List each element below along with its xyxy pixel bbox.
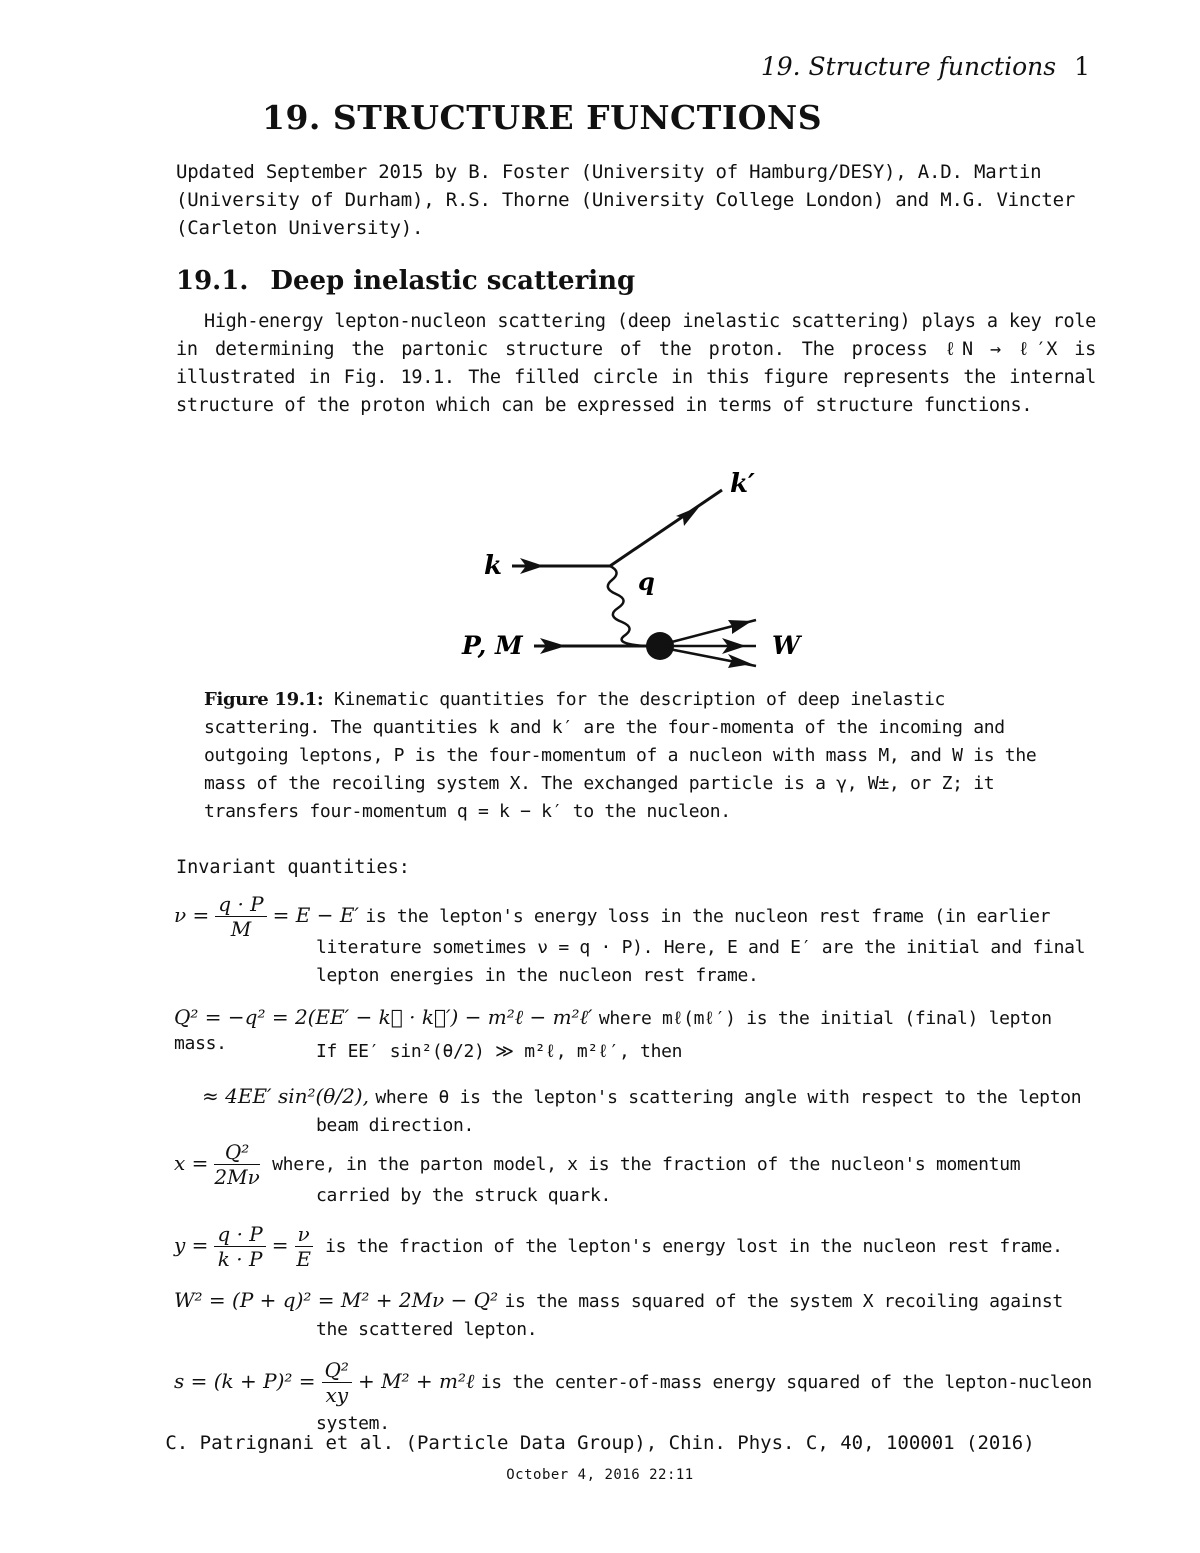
x-description-cont: carried by the struck quark.: [316, 1185, 612, 1206]
footer-date: October 4, 2016 22:11: [506, 1467, 694, 1483]
w2-description: is the mass squared of the system X recoiling against: [504, 1291, 1063, 1312]
w2-description-cont: the scattered lepton.: [316, 1319, 538, 1340]
y-lhs: y =: [174, 1233, 209, 1257]
nu-description-cont: literature sometimes ν = q · P). Here, E and E′ are the initial and final lepton energies in the nucleon rest frame.: [316, 937, 1086, 986]
w2-expression: W² = (P + q)² = M² + 2Mν − Q²: [174, 1288, 499, 1312]
caption-label: Figure 19.1:: [204, 689, 324, 710]
y-numerator-2: ν: [295, 1222, 313, 1247]
figure-caption: [204, 686, 1064, 826]
page-title: 19. STRUCTURE FUNCTIONS: [262, 98, 823, 137]
outgoing-lepton-arrow: [676, 506, 700, 526]
s-fraction: [322, 1358, 352, 1407]
running-title: 19. Structure functions: [760, 52, 1057, 81]
x-lhs: x =: [174, 1151, 209, 1175]
x-numerator: Q²: [214, 1140, 259, 1165]
footer-citation: C. Patrignani et al. (Particle Data Group), Chin. Phys. C, 40, 100001 (2016): [165, 1432, 1035, 1454]
equation-w2: [174, 1288, 1104, 1312]
y-equals: =: [271, 1233, 289, 1257]
equation-approx: [202, 1084, 1102, 1108]
nu-lhs: ν =: [174, 903, 210, 927]
approx-description: where θ is the lepton's scattering angle with respect to the lepton: [375, 1087, 1082, 1108]
y-denominator-2: E: [296, 1247, 311, 1271]
author-byline: Updated September 2015 by B. Foster (University of Hamburg/DESY), A.D. Martin (University of Durham), R.S. Thorne (University College London) and M.G. Vincter (Carleton University).: [176, 161, 1076, 239]
y-denominator-1: k · P: [217, 1247, 263, 1271]
s-lhs: s = (k + P)² =: [174, 1369, 316, 1393]
s-description-cont: system.: [316, 1413, 390, 1434]
equation-s: [174, 1358, 1104, 1407]
label-k: k: [484, 551, 503, 581]
y-numerator-1: q · P: [214, 1222, 265, 1247]
nu-rhs: = E − E′: [272, 903, 359, 927]
y-fraction-1: [214, 1222, 265, 1271]
s-denominator: xy: [325, 1383, 349, 1407]
s-numerator: Q²: [322, 1358, 352, 1383]
section-title: Deep inelastic scattering: [270, 266, 636, 296]
invariants-label: Invariant quantities:: [176, 857, 410, 878]
y-fraction-2: [295, 1222, 313, 1271]
section-heading: [176, 266, 635, 296]
feynman-diagram: [440, 448, 820, 678]
approx-description-cont: beam direction.: [316, 1115, 475, 1136]
nu-denominator: M: [230, 917, 252, 941]
approx-expression: ≈ 4EE′ sin²(θ/2),: [202, 1084, 369, 1108]
x-fraction: [214, 1140, 259, 1189]
label-w: W: [772, 631, 801, 660]
label-q: q: [638, 567, 655, 596]
nu-numerator: q · P: [215, 892, 266, 917]
q2-description-cont: If EE′ sin²(θ/2) ≫ m²ℓ, m²ℓ′, then: [316, 1041, 683, 1062]
section-number: 19.1.: [176, 266, 249, 296]
q2-expression: Q² = −q² = 2(EE′ − k⃗ · k⃗′) − m²ℓ − m²ℓ′: [174, 1005, 593, 1029]
running-header: [761, 52, 1090, 81]
s-description: is the center-of-mass energy squared of the lepton-nucleon: [480, 1372, 1092, 1393]
outgoing-lepton-line: [610, 490, 722, 566]
label-p-m: P, M: [462, 631, 523, 660]
caption-text: Kinematic quantities for the description of deep inelastic scattering. The quantities k and k′ are the four-momenta of the incoming and outgoing leptons, P is the four-momentum of a nucleon with mass M, and W is the mass of the recoiling system X. The exchanged particle is a γ, W±, or Z; it transfers four-momentum q = k − k′ to the nucleon.: [204, 689, 1037, 822]
y-description: is the fraction of the lepton's energy lost in the nucleon rest frame.: [325, 1236, 1063, 1257]
equation-y: [174, 1222, 1094, 1271]
hadron-arrow-3: [728, 654, 752, 668]
page-number: 1: [1074, 52, 1090, 81]
q2-description: where mℓ(mℓ′) is the initial (final) lepton mass.: [174, 1008, 1052, 1054]
label-k-prime: k′: [730, 469, 755, 499]
x-denominator: 2Mν: [214, 1165, 260, 1189]
nu-description: is the lepton's energy loss in the nucleon rest frame (in earlier: [365, 906, 1051, 927]
x-description: where, in the parton model, x is the fraction of the nucleon's momentum: [272, 1154, 1021, 1175]
intro-paragraph: High-energy lepton-nucleon scattering (deep inelastic scattering) plays a key role in determining the partonic structure of the proton. The process ℓN → ℓ′X is illustrated in Fig. 19.1. The filled circle in this figure represents the internal structure of the proton which can be expressed in terms of structure functions.: [176, 311, 1096, 416]
nu-fraction: [215, 892, 266, 941]
s-rhs: + M² + m²ℓ: [357, 1369, 475, 1393]
